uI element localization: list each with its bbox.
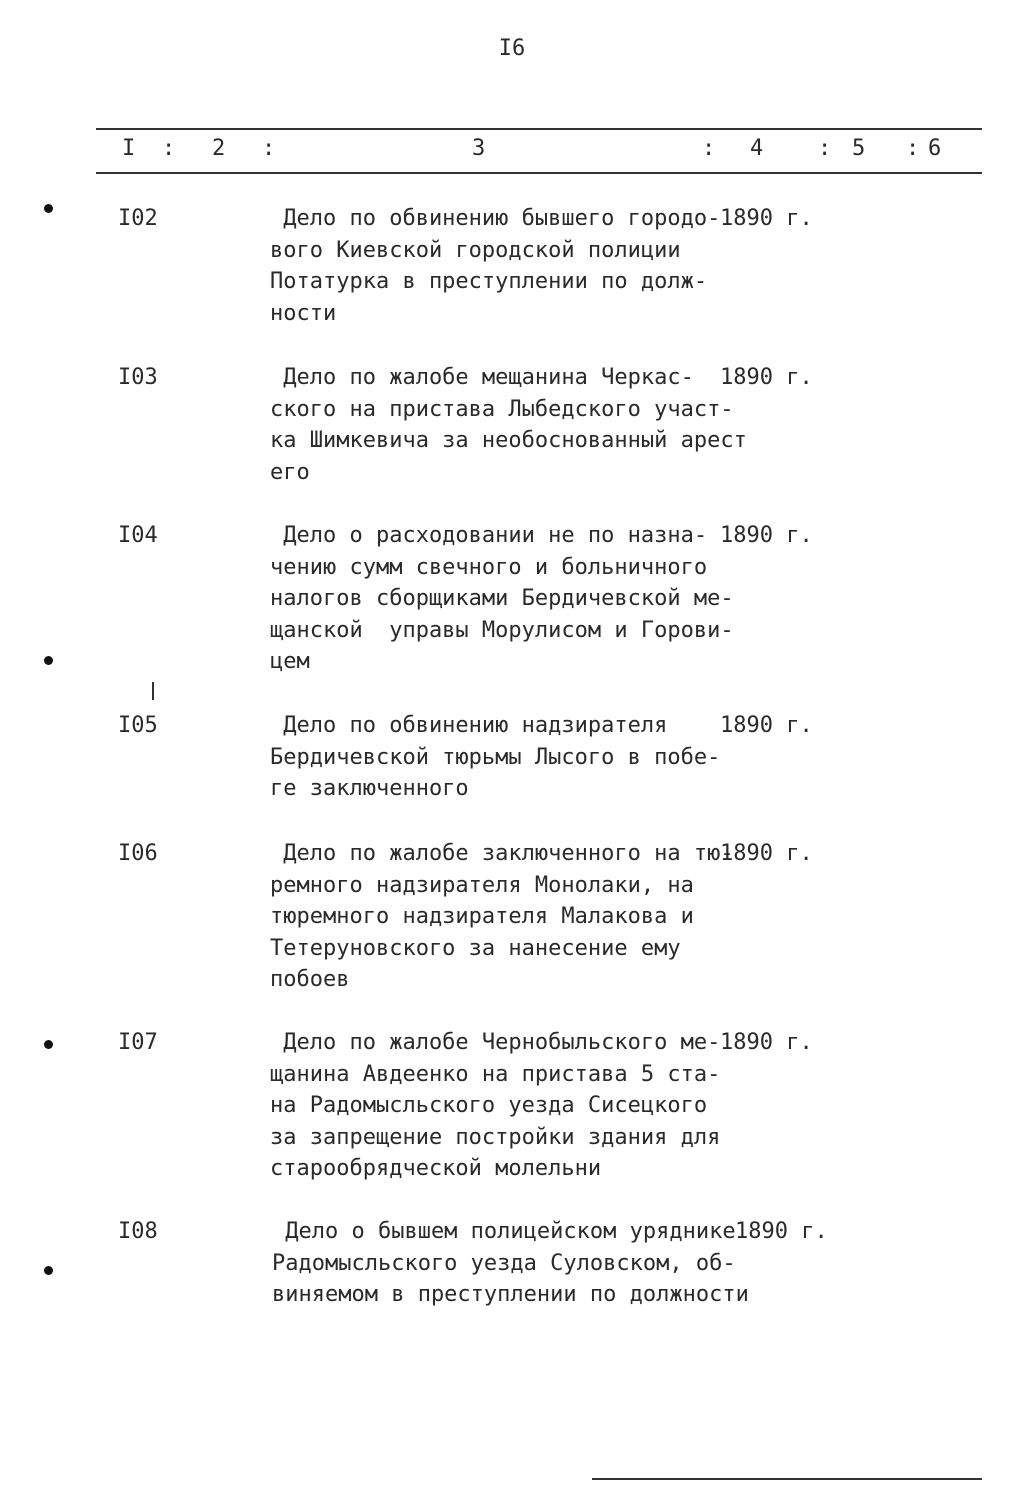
record-description [270, 1027, 730, 1185]
column-separator: : [262, 136, 276, 161]
description-line: вого Киевской городской полиции [270, 237, 681, 263]
column-header-3: 3 [472, 136, 486, 161]
column-header-row [0, 134, 1024, 166]
description-line: за запрещение постройки здания для [270, 1124, 721, 1150]
record-date: 1890 г. [720, 1030, 813, 1055]
description-line: Бердичевской тюрьмы Лысого в побе- [270, 744, 721, 770]
record-date: 1890 г. [720, 523, 813, 548]
description-line: виняемом в преступлении по должности [272, 1282, 749, 1307]
description-line: Дело по обвинению надзирателя [270, 713, 668, 738]
record-description [272, 1216, 749, 1311]
description-line: ности [270, 300, 337, 326]
description-line: Потатурка в преступлении по долж- [270, 269, 708, 294]
description-line: тюремного надзирателя Малакова и [270, 904, 694, 929]
punch-hole [44, 656, 53, 665]
scan-tick-mark [152, 682, 154, 700]
column-separator: : [702, 136, 716, 161]
description-line: чению сумм свечного и больничного [270, 554, 708, 580]
description-line: Дело по обвинению бывшего городо- [270, 206, 721, 231]
record-description [270, 710, 730, 805]
footer-rule [592, 1478, 982, 1480]
description-line: его [270, 459, 310, 485]
description-line: Дело о бывшем полицейском уряднике [272, 1219, 736, 1244]
description-line: на Радомысльского уезда Сисецкого [270, 1093, 708, 1118]
page-number: I6 [498, 36, 526, 61]
description-line: Дело по жалобе Чернобыльского ме- [270, 1030, 721, 1055]
description-line: Дело по жалобе заключенного на тю- [270, 841, 734, 866]
record-number: I02 [118, 206, 158, 231]
record-number: I04 [118, 523, 158, 548]
record-number: I05 [118, 713, 158, 738]
record-description [270, 520, 734, 678]
description-line: ге заключенного [270, 776, 469, 801]
description-line: ского на пристава Лыбедского участ- [270, 396, 734, 422]
description-line: Дело о расходовании не по назна- [270, 523, 708, 548]
punch-hole [44, 204, 53, 213]
description-line: налогов сборщиками Бердичевской ме- [270, 586, 734, 611]
record-number: I03 [118, 365, 158, 390]
column-header-4: 4 [750, 136, 764, 161]
column-separator: : [818, 136, 832, 161]
description-line: Радомысльского уезда Суловском, об- [272, 1250, 736, 1276]
record-description [270, 203, 730, 329]
description-line: щанской управы Морулисом и Горови- [270, 617, 734, 643]
record-number: I08 [118, 1219, 158, 1244]
column-header-6: 6 [928, 136, 942, 161]
description-line: щанина Авдеенко на пристава 5 ста- [270, 1061, 721, 1087]
punch-hole [44, 1266, 53, 1275]
record-date: 1890 г. [735, 1219, 828, 1244]
column-header-5: 5 [852, 136, 866, 161]
header-bottom-rule [96, 172, 982, 174]
record-number: I06 [118, 841, 158, 866]
column-separator: : [906, 136, 920, 161]
description-line: Тетеруновского за нанесение ему [270, 935, 681, 961]
column-separator: : [162, 136, 176, 161]
description-line: ка Шимкевича за необоснованный арест [270, 428, 747, 453]
column-header-2: 2 [212, 136, 226, 161]
description-line: побоев [270, 967, 350, 992]
column-header-1: I [122, 136, 136, 161]
description-line: Дело по жалобе мещанина Черкас- [270, 365, 694, 390]
header-top-rule [96, 128, 982, 130]
description-line: старообрядческой молельни [270, 1156, 602, 1181]
record-number: I07 [118, 1030, 158, 1055]
record-date: 1890 г. [720, 841, 813, 866]
punch-hole [44, 1040, 53, 1049]
description-line: цем [270, 649, 310, 674]
record-date: 1890 г. [720, 206, 813, 231]
record-date: 1890 г. [720, 713, 813, 738]
record-date: 1890 г. [720, 365, 813, 390]
description-line: ремного надзирателя Монолаки, на [270, 872, 694, 898]
record-description [270, 838, 734, 996]
record-description [270, 362, 747, 488]
